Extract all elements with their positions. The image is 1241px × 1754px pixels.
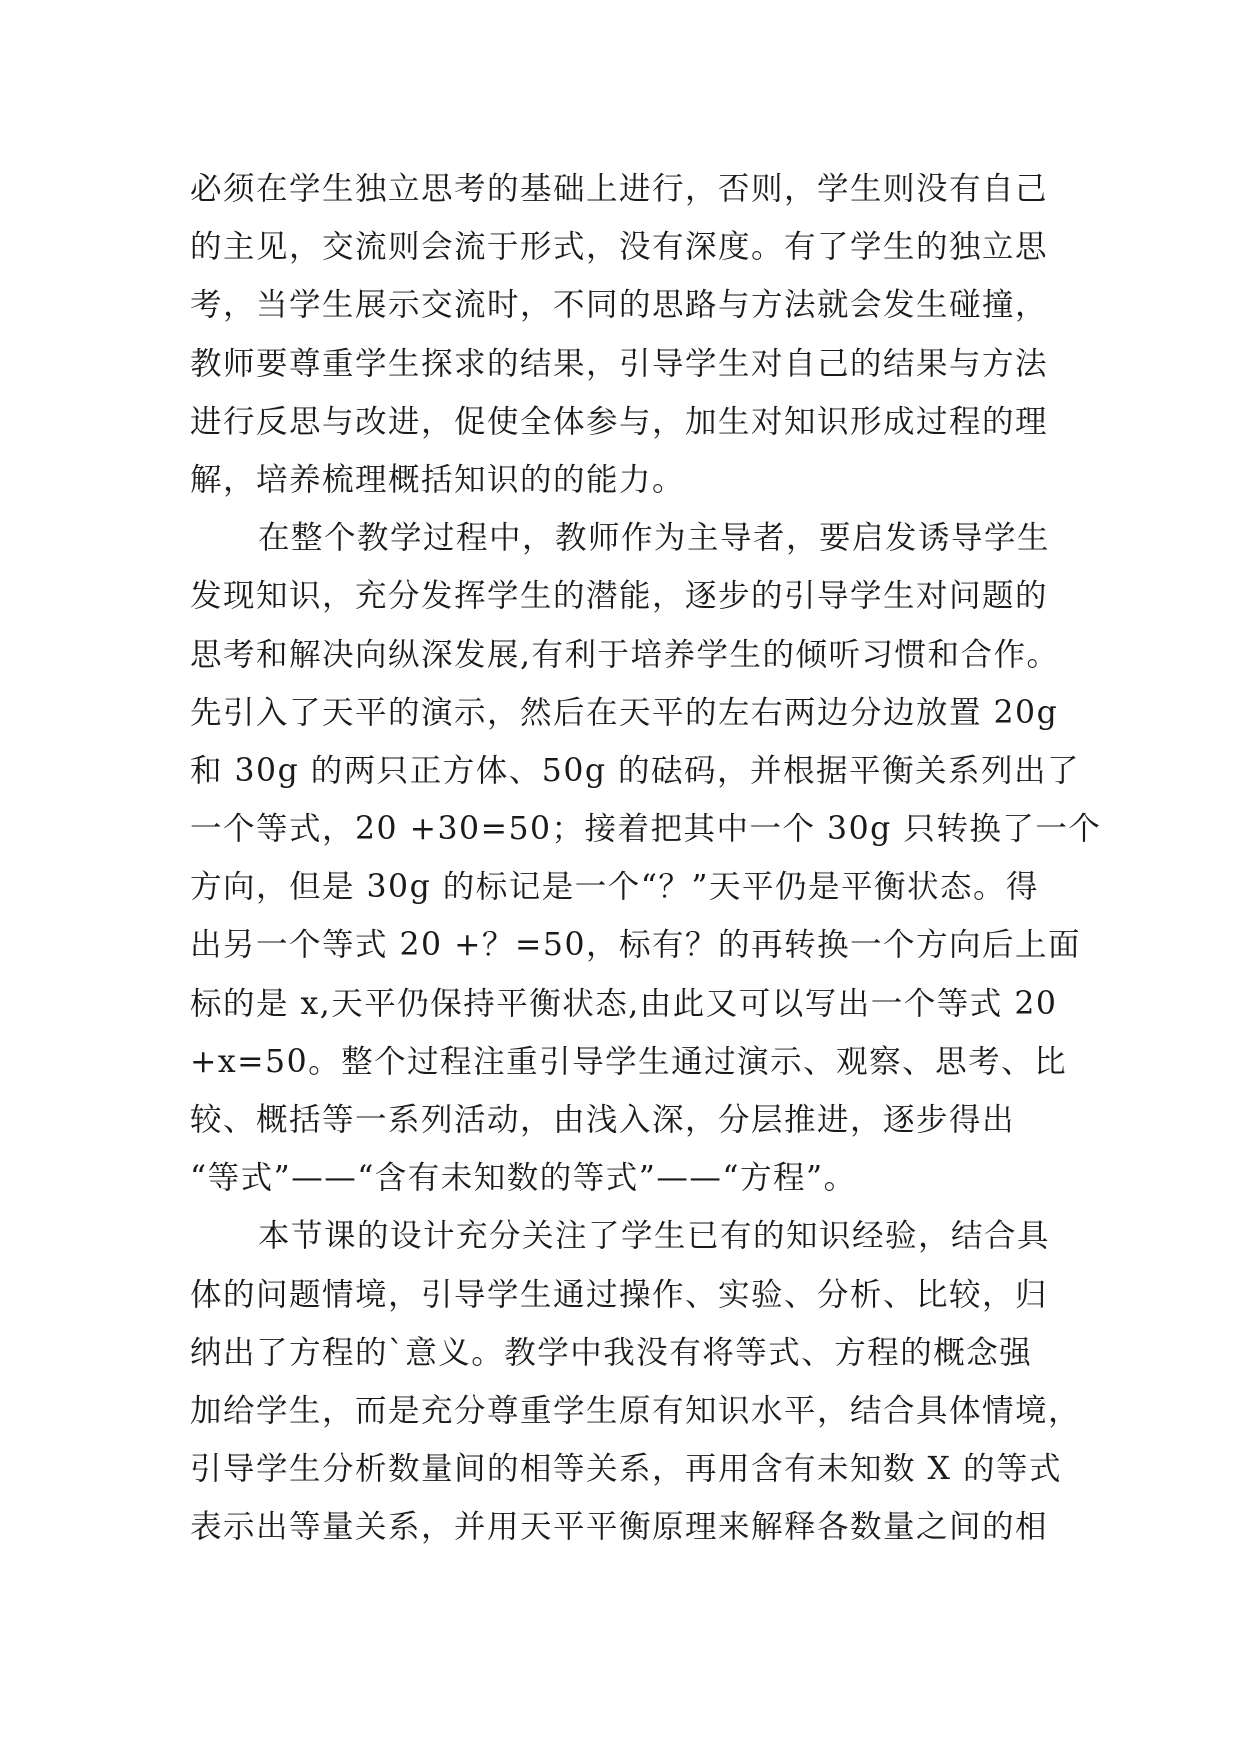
text-line: 进行反思与改进，促使全体参与，加生对知识形成过程的理 xyxy=(190,403,1049,440)
text-line: 纳出了方程的`意义。教学中我没有将等式、方程的概念强 xyxy=(190,1334,1033,1371)
body-text xyxy=(190,160,1102,1557)
text-line: 本节课的设计充分关注了学生已有的知识经验，结合具 xyxy=(258,1218,1051,1255)
text-line: 引导学生分析数量间的相等关系，再用含有未知数 X 的等式 xyxy=(190,1451,1062,1488)
text-line: 必须在学生独立思考的基础上进行，否则，学生则没有自己 xyxy=(190,171,1049,207)
text-line: 发现知识，充分发挥学生的潜能，逐步的引导学生对问题的 xyxy=(190,578,1049,615)
text-line: 和 30g 的两只正方体、50g 的砝码，并根据平衡关系列出了 xyxy=(190,752,1081,789)
text-line: 思考和解决向纵深发展,有利于培养学生的倾听习惯和合作。 xyxy=(190,636,1060,673)
text-line: 方向，但是 30g 的标记是一个“？”天平仍是平衡状态。得 xyxy=(190,869,1039,906)
text-line: 加给学生，而是充分尊重学生原有知识水平，结合具体情境， xyxy=(190,1392,1082,1429)
text-line: 体的问题情境，引导学生通过操作、实验、分析、比较，归 xyxy=(190,1276,1049,1313)
text-line: 标的是 x,天平仍保持平衡状态,由此又可以写出一个等式 20 xyxy=(190,985,1058,1022)
text-line: 考，当学生展示交流时，不同的思路与方法就会发生碰撞， xyxy=(190,287,1049,324)
text-line: 先引入了天平的演示，然后在天平的左右两边分边放置 20g xyxy=(190,694,1059,731)
text-line: “等式”——“含有未知数的等式”——“方程”。 xyxy=(190,1160,857,1197)
text-line: 表示出等量关系，并用天平平衡原理来解释各数量之间的相 xyxy=(190,1509,1049,1546)
text-line: 解，培养梳理概括知识的的能力。 xyxy=(190,461,686,498)
text-line: 一个等式，20 +30=50；接着把其中一个 30g 只转换了一个 xyxy=(190,811,1102,848)
text-line: +x=50。整个过程注重引导学生通过演示、观察、思考、比 xyxy=(190,1043,1068,1080)
text-line: 出另一个等式 20 +？=50，标有？的再转换一个方向后上面 xyxy=(190,927,1081,964)
text-line: 教师要尊重学生探求的结果，引导学生对自己的结果与方法 xyxy=(190,345,1049,382)
text-line: 较、概括等一系列活动，由浅入深，分层推进，逐步得出 xyxy=(190,1102,1016,1138)
text-line: 在整个教学过程中，教师作为主导者，要启发诱导学生 xyxy=(258,520,1051,557)
text-line: 的主见，交流则会流于形式，没有深度。有了学生的独立思 xyxy=(190,229,1049,266)
